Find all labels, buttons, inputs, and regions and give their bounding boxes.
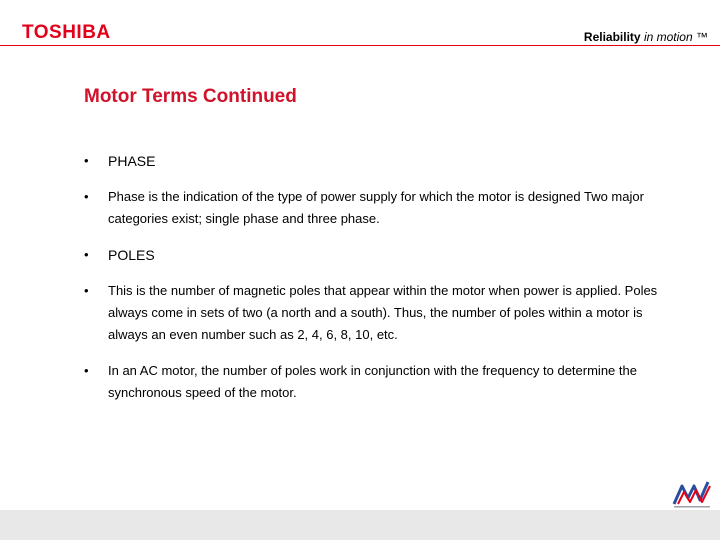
footer-band [0,510,720,540]
bullet-marker: • [84,189,89,204]
tagline [584,30,708,44]
list-item [84,244,684,266]
list-item [84,280,684,346]
tagline-in-motion: in motion [643,30,693,44]
bullet-text: PHASE [108,153,156,169]
list-item [84,360,684,404]
bullet-marker: • [84,247,89,262]
bullet-text: In an AC motor, the number of poles work in conjunction with the frequency to determine the synchronous speed of the motor. [108,363,637,400]
tagline-trademark: ™ [696,30,708,44]
bullet-marker: • [84,363,89,378]
bullet-text: Phase is the indication of the type of power supply for which the motor is designed Two major categories exist; single phase and three phase. [108,189,644,226]
tagline-reliability: Reliability [583,30,641,44]
page-title: Motor Terms Continued [84,86,297,107]
list-item [84,186,684,230]
bullet-text: This is the number of magnetic poles that appear within the motor when power is applied. Poles always come in sets of two (a north and a south). Thus, the number of poles within a motor is always an even number such as 2, 4, 6, 8, 10, etc. [108,283,658,342]
bullet-text: POLES [108,247,155,263]
toshiba-logo: TOSHIBA [22,22,111,43]
list-item [84,150,684,172]
bullet-list [84,150,684,418]
header-divider [0,45,720,46]
bullet-marker: • [84,153,89,168]
m-wave-logo-icon [670,478,714,510]
bullet-marker: • [84,283,89,298]
